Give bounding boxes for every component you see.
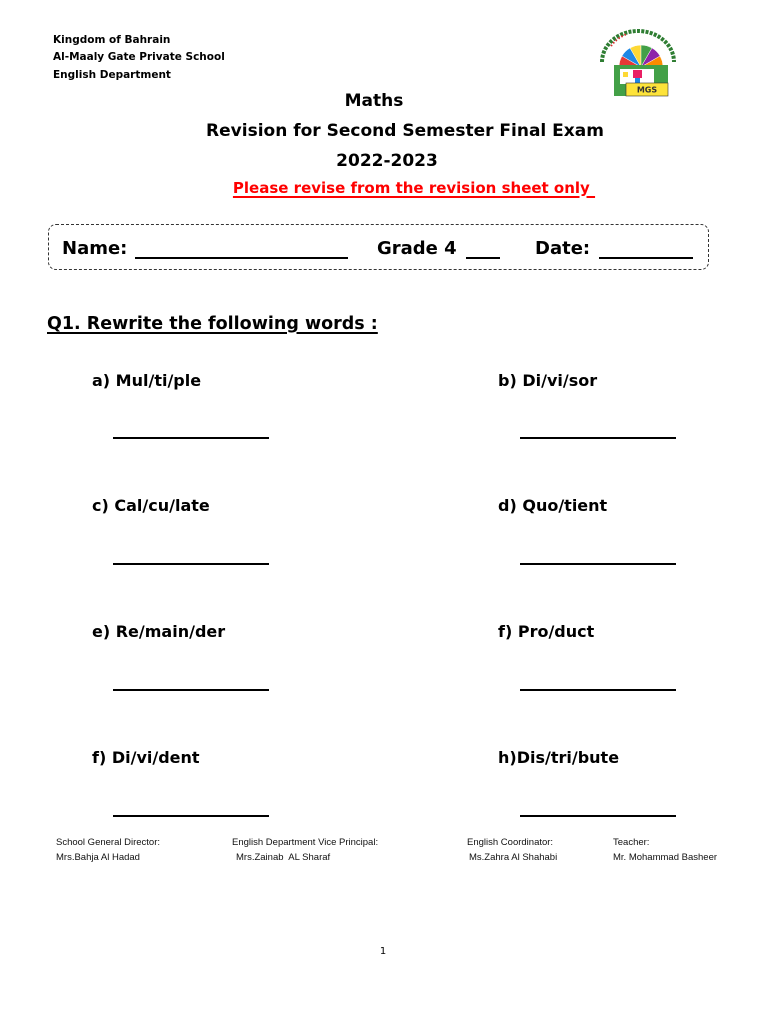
word-item-a: a) Mul/ti/ple (92, 371, 202, 390)
answer-line-b (520, 437, 676, 439)
word-item-c: c) Cal/cu/late (92, 496, 210, 515)
name-blank-line (135, 257, 348, 260)
footer-name-coordinator: Ms.Zahra Al Shahabi (469, 852, 558, 863)
grade-blank-line (466, 257, 500, 259)
footer-name-vice-principal: Mrs.Zainab AL Sharaf (236, 852, 331, 863)
answer-line-e (113, 689, 269, 691)
footer-name-director: Mrs.Bahja Al Hadad (56, 852, 140, 863)
footer-name-teacher: Mr. Mohammad Basheer (613, 852, 718, 863)
footer-role-coordinator: English Coordinator: (467, 837, 554, 848)
answer-line-d (520, 563, 676, 565)
footer-role-teacher: Teacher: (613, 837, 650, 848)
revision-notice: Please revise from the revision sheet only (232, 178, 596, 197)
school-logo (597, 26, 677, 98)
word-item-f: f) Pro/duct (498, 622, 595, 641)
country-line: Kingdom of Bahrain (53, 34, 171, 46)
answer-line-g (113, 815, 269, 817)
word-item-d: d) Quo/tient (498, 496, 608, 515)
logo-color-fan (619, 45, 663, 67)
exam-title: Revision for Second Semester Final Exam (206, 120, 604, 141)
date-label: Date: (535, 238, 591, 259)
footer-role-director: School General Director: (56, 837, 161, 848)
word-item-b: b) Di/vi/sor (498, 371, 598, 390)
logo-text: MGS (636, 85, 658, 95)
logo-small-square (623, 72, 628, 77)
answer-line-h (520, 815, 676, 817)
word-item-e: e) Re/main/der (92, 622, 226, 641)
page-number: 1 (379, 946, 387, 957)
academic-year: 2022-2023 (336, 150, 438, 171)
date-blank-line (599, 257, 693, 259)
word-item-g: f) Di/vi/dent (92, 748, 200, 767)
logo-figure-head (633, 70, 642, 78)
answer-line-f (520, 689, 676, 691)
school-name: Al-Maaly Gate Private School (53, 51, 225, 63)
answer-line-c (113, 563, 269, 565)
grade-label: Grade 4 (377, 238, 457, 259)
footer-role-vice-principal: English Department Vice Principal: (232, 837, 379, 848)
name-label: Name: (62, 238, 128, 259)
department-line: English Department (53, 69, 171, 81)
answer-line-a (113, 437, 269, 439)
word-item-h: h)Dis/tri/bute (498, 748, 620, 767)
subject-title: Maths (344, 90, 404, 111)
question-title: Q1. Rewrite the following words : (47, 314, 378, 334)
